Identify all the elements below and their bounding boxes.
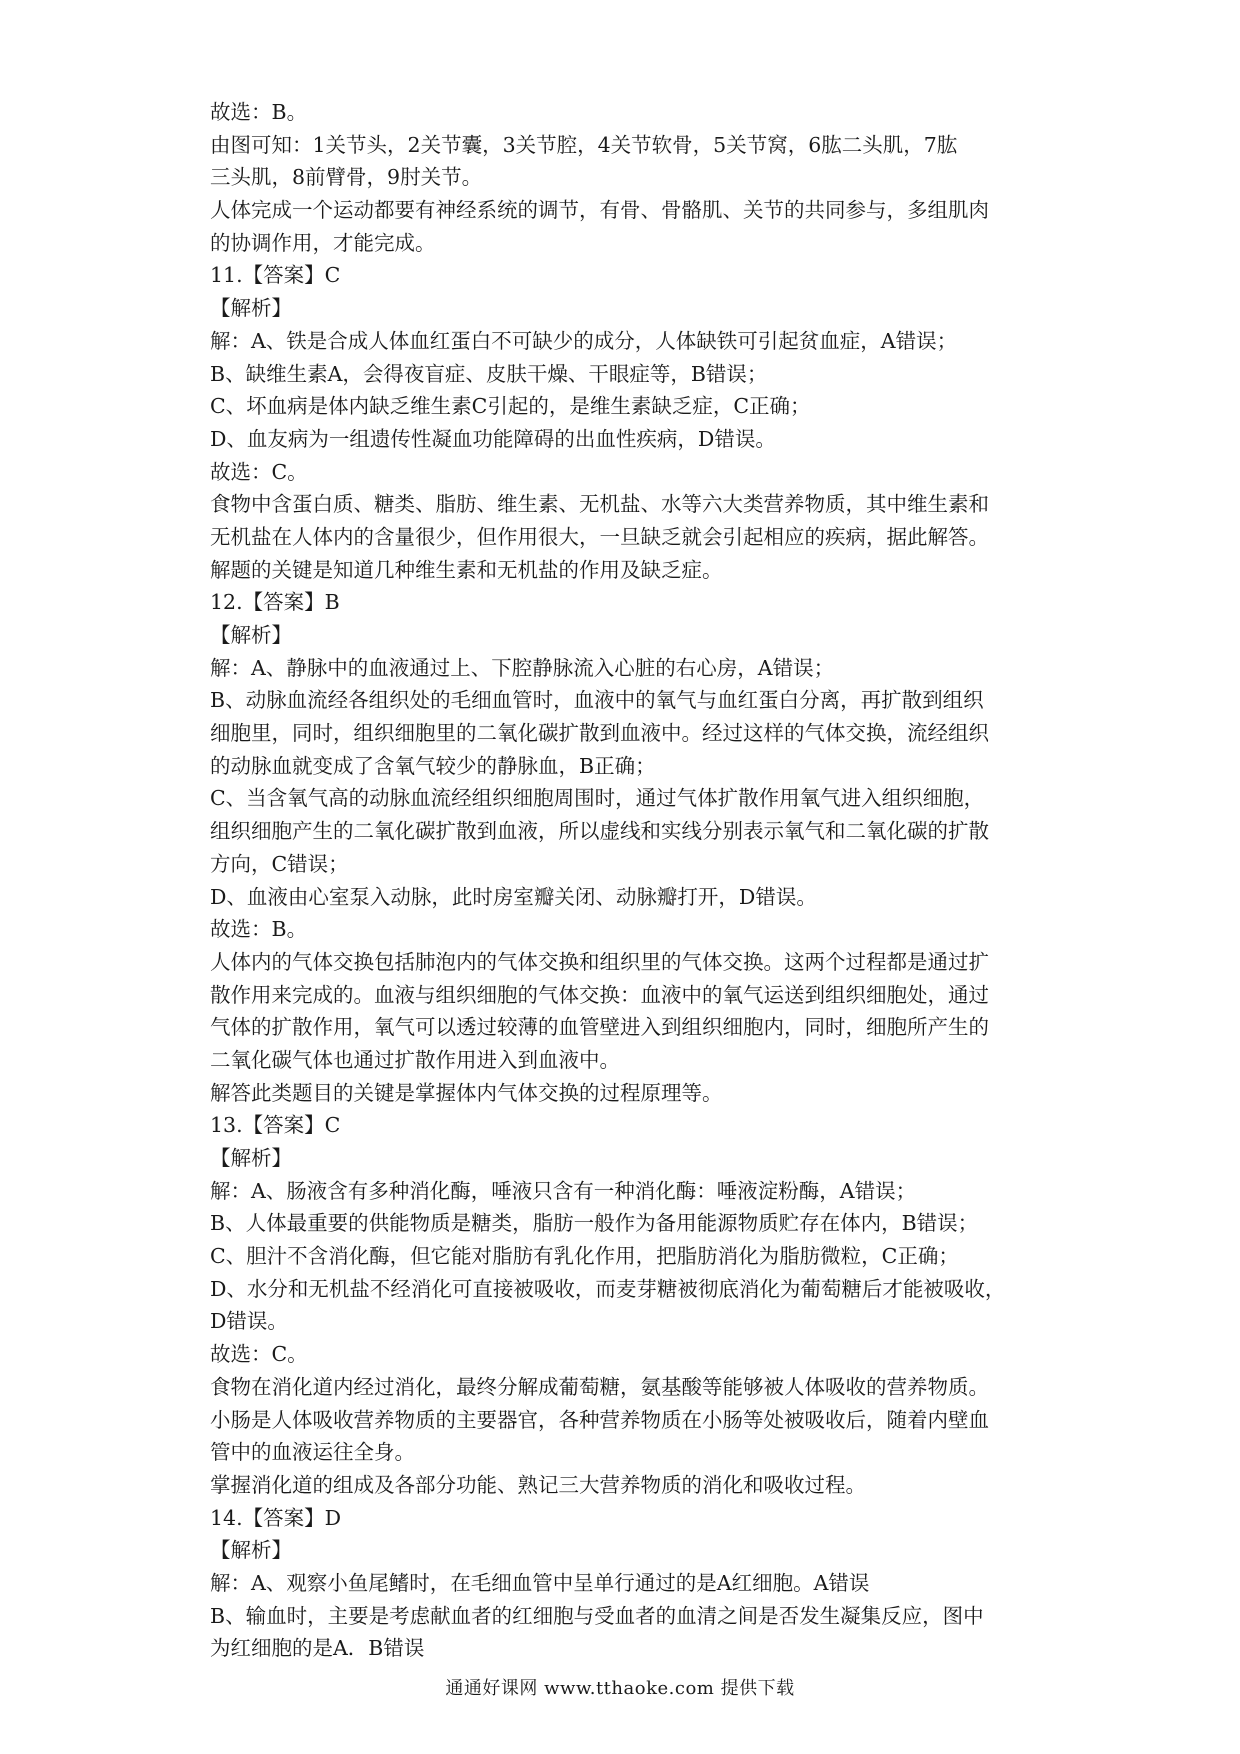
answer-heading-11: 11.【答案】C [210,263,341,288]
page-footer: 通通好课网 www.tthaoke.com 提供下载 [445,1678,795,1699]
text-line: 的协调作用，才能完成。 [210,230,436,255]
text-line: 细胞里，同时，组织细胞里的二氧化碳扩散到血液中。经过这样的气体交换，流经组织 [210,721,989,746]
text-line: 管中的血液运往全身。 [210,1440,415,1465]
text-line: 无机盐在人体内的含量很少，但作用很大，一旦缺乏就会引起相应的疾病，据此解答。 [210,524,989,549]
text-line: 解：A、观察小鱼尾鳍时，在毛细血管中呈单行通过的是A红细胞。A错误 [210,1570,870,1595]
analysis-label: 【解析】 [210,623,292,647]
text-line: 的动脉血就变成了含氧气较少的静脉血，B正确； [210,753,656,778]
text-line: 人体完成一个运动都要有神经系统的调节，有骨、骨骼肌、关节的共同参与，多组肌肉 [210,198,989,223]
text-line: 三头肌，8前臂骨，9肘关节。 [210,165,483,190]
text-line: 故选：B。 [210,100,308,124]
text-line: 解：A、静脉中的血液通过上、下腔静脉流入心脏的右心房，A错误； [210,655,835,680]
text-line: C、胆汁不含消化酶，但它能对脂肪有乳化作用，把脂肪消化为脂肪微粒，C正确； [210,1244,959,1269]
text-line: 散作用来完成的。血液与组织细胞的气体交换：血液中的氧气运送到组织细胞处，通过 [210,982,989,1007]
document-body [210,96,1040,1665]
text-line: 故选：B。 [210,917,308,942]
text-line: B、输血时，主要是考虑献血者的红细胞与受血者的血清之间是否发生凝集反应，图中 [210,1603,984,1628]
answer-heading-14: 14.【答案】D [210,1505,342,1530]
text-line: B、人体最重要的供能物质是糖类，脂肪一般作为备用能源物质贮存在体内，B错误； [210,1211,979,1236]
text-line: 食物中含蛋白质、糖类、脂肪、维生素、无机盐、水等六大类营养物质，其中维生素和 [210,492,989,517]
text-line: B、动脉血流经各组织处的毛细血管时，血液中的氧气与血红蛋白分离，再扩散到组织 [210,688,984,713]
answer-heading-12: 12.【答案】B [210,590,340,615]
text-line: 由图可知：1关节头，2关节囊，3关节腔，4关节软骨，5关节窝，6肱二头肌，7肱 [210,132,958,157]
text-line: 解：A、肠液含有多种消化酶，唾液只含有一种消化酶：唾液淀粉酶，A错误； [210,1178,917,1203]
text-line: C、当含氧气高的动脉血流经组织细胞周围时，通过气体扩散作用氧气进入组织细胞， [210,786,985,811]
text-line: D错误。 [210,1309,288,1334]
text-line: 组织细胞产生的二氧化碳扩散到血液，所以虚线和实线分别表示氧气和二氧化碳的扩散 [210,819,989,844]
text-line: 解答此类题目的关键是掌握体内气体交换的过程原理等。 [210,1080,723,1105]
text-line: 掌握消化道的组成及各部分功能、熟记三大营养物质的消化和吸收过程。 [210,1472,866,1497]
text-line: 小肠是人体吸收营养物质的主要器官，各种营养物质在小肠等处被吸收后，随着内壁血 [210,1407,989,1432]
text-line: 人体内的气体交换包括肺泡内的气体交换和组织里的气体交换。这两个过程都是通过扩 [210,949,989,974]
text-line: 故选：C。 [210,1342,308,1367]
text-line: C、坏血病是体内缺乏维生素C引起的，是维生素缺乏症，C正确； [210,394,811,419]
text-line: 解：A、铁是合成人体血红蛋白不可缺少的成分，人体缺铁可引起贫血症，A错误； [210,328,958,353]
text-line: D、血友病为一组遗传性凝血功能障碍的出血性疾病，D错误。 [210,426,776,451]
text-line: D、血液由心室泵入动脉，此时房室瓣关闭、动脉瓣打开，D错误。 [210,884,817,909]
analysis-label: 【解析】 [210,1538,292,1563]
text-line: 解题的关键是知道几种维生素和无机盐的作用及缺乏症。 [210,557,723,582]
text-line: 方向，C错误； [210,851,349,876]
text-line: B、缺维生素A，会得夜盲症、皮肤干燥、干眼症等，B错误； [210,361,768,386]
analysis-label: 【解析】 [210,1146,292,1170]
text-line: D、水分和无机盐不经消化可直接被吸收，而麦芽糖被彻底消化为葡萄糖后才能被吸收， [210,1276,1006,1301]
text-line: 二氧化碳气体也通过扩散作用进入到血液中。 [210,1047,620,1072]
text-line: 为红细胞的是A．B错误 [210,1636,425,1661]
text-line: 食物在消化道内经过消化，最终分解成葡萄糖，氨基酸等能够被人体吸收的营养物质。 [210,1374,989,1399]
answer-heading-13: 13.【答案】C [210,1113,341,1138]
text-line: 气体的扩散作用，氧气可以透过较薄的血管壁进入到组织细胞内，同时，细胞所产生的 [210,1015,989,1040]
analysis-label: 【解析】 [210,296,292,321]
text-line: 故选：C。 [210,459,308,484]
